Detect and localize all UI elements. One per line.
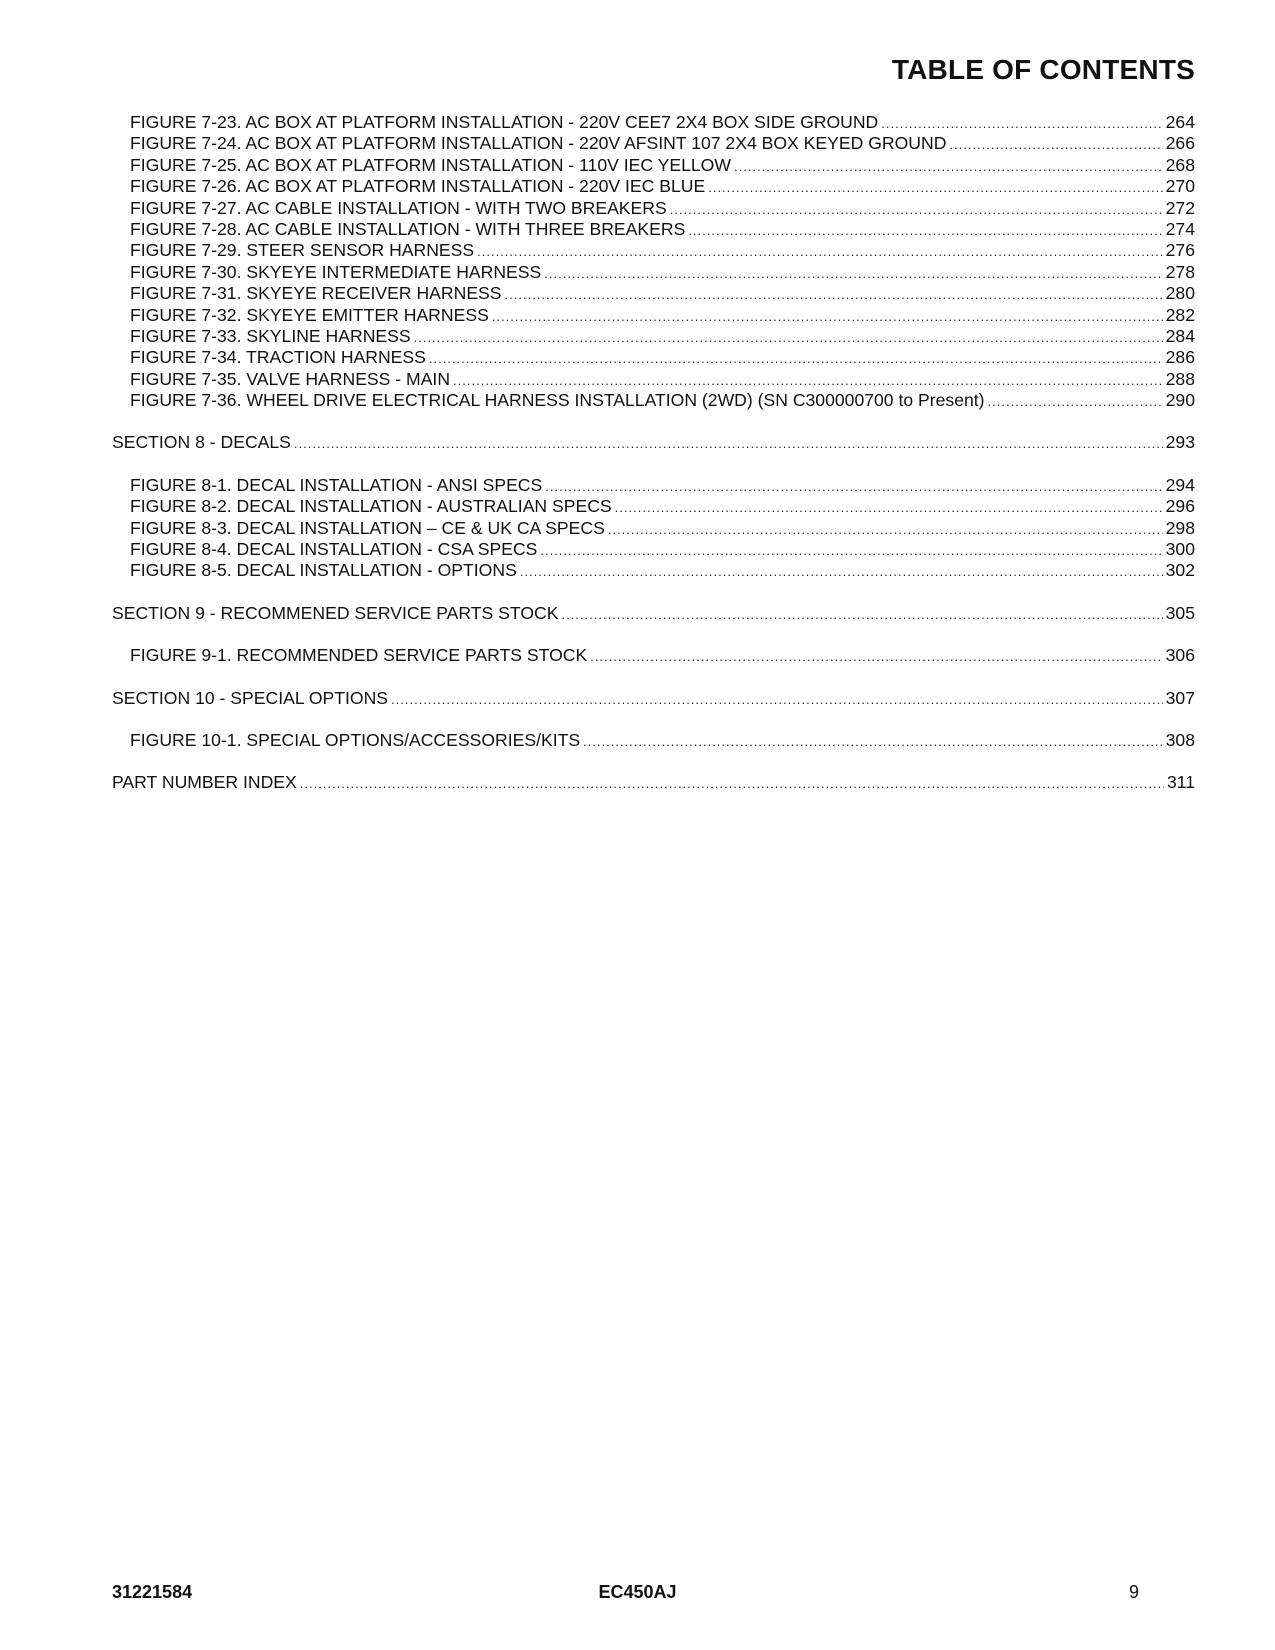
toc-entry[interactable]: [112, 347, 1195, 368]
dot-leader: [544, 263, 1162, 284]
toc-entry-label: SECTION 9 - RECOMMENED SERVICE PARTS STOCK: [112, 602, 559, 623]
toc-section-entry[interactable]: [112, 772, 1195, 793]
toc-entry[interactable]: [112, 539, 1195, 560]
dot-leader: [615, 497, 1163, 518]
toc-entry-page: 270: [1165, 176, 1195, 197]
model-name: EC450AJ: [598, 1582, 677, 1602]
dot-leader: [670, 199, 1163, 220]
toc-entry-page: 305: [1165, 602, 1195, 623]
toc-entry-label: FIGURE 7-28. AC CABLE INSTALLATION - WITH THREE BREAKERS: [130, 218, 686, 239]
toc-entry-label: SECTION 8 - DECALS: [112, 432, 291, 453]
toc-entry-label: FIGURE 7-27. AC CABLE INSTALLATION - WITH TWO BREAKERS: [130, 197, 667, 218]
document-number: 31221584: [112, 1582, 193, 1602]
toc-entry-label: FIGURE 8-4. DECAL INSTALLATION - CSA SPECS: [130, 539, 538, 560]
dot-leader: [477, 241, 1163, 262]
toc-entry[interactable]: [112, 112, 1195, 133]
toc-entry-label: FIGURE 7-35. VALVE HARNESS - MAIN: [130, 368, 451, 389]
table-of-contents: [112, 112, 1195, 794]
dot-leader: [734, 156, 1163, 177]
dot-leader: [300, 773, 1164, 794]
toc-entry[interactable]: [112, 219, 1195, 240]
toc-entry[interactable]: [112, 133, 1195, 154]
dot-leader: [608, 519, 1163, 540]
toc-entry[interactable]: [112, 369, 1195, 390]
dot-leader: [949, 134, 1162, 155]
toc-entry-page: 293: [1165, 432, 1195, 453]
toc-entry[interactable]: [112, 283, 1195, 304]
toc-entry-label: FIGURE 7-25. AC BOX AT PLATFORM INSTALLATION - 110V IEC YELLOW: [130, 154, 731, 175]
toc-entry[interactable]: [112, 560, 1195, 581]
toc-entry[interactable]: [112, 176, 1195, 197]
toc-entry-label: FIGURE 7-23. AC BOX AT PLATFORM INSTALLATION - 220V CEE7 2X4 BOX SIDE GROUND: [130, 112, 879, 132]
toc-entry-label: FIGURE 7-36. WHEEL DRIVE ELECTRICAL HARNESS INSTALLATION (2WD) (SN C300000700 to Present): [130, 390, 985, 411]
toc-entry-page: 311: [1166, 772, 1195, 793]
toc-entry-page: 296: [1165, 496, 1195, 517]
toc-entry-label: FIGURE 7-31. SKYEYE RECEIVER HARNESS: [130, 283, 502, 304]
toc-entry[interactable]: [112, 645, 1195, 666]
toc-entry-page: 278: [1165, 261, 1195, 282]
toc-entry[interactable]: [112, 496, 1195, 517]
toc-entry-label: FIGURE 7-33. SKYLINE HARNESS: [130, 325, 411, 346]
toc-entry-label: SECTION 10 - SPECIAL OPTIONS: [112, 687, 389, 708]
toc-entry[interactable]: [112, 475, 1195, 496]
toc-entry-label: FIGURE 8-1. DECAL INSTALLATION - ANSI SPECS: [130, 474, 543, 495]
toc-entry-page: 307: [1165, 687, 1195, 708]
toc-entry-label: FIGURE 7-30. SKYEYE INTERMEDIATE HARNESS: [130, 261, 542, 282]
toc-entry-page: 284: [1165, 325, 1195, 346]
toc-entry-page: 272: [1165, 197, 1195, 218]
dot-leader: [520, 561, 1163, 582]
dot-leader: [881, 113, 1162, 134]
toc-entry-label: FIGURE 7-24. AC BOX AT PLATFORM INSTALLATION - 220V AFSINT 107 2X4 BOX KEYED GROUND: [130, 133, 947, 154]
toc-entry[interactable]: [112, 518, 1195, 539]
toc-entry-label: FIGURE 9-1. RECOMMENDED SERVICE PARTS STOCK: [130, 645, 588, 666]
toc-entry-page: 280: [1165, 283, 1195, 304]
toc-section-entry[interactable]: [112, 432, 1195, 453]
dot-leader: [414, 327, 1163, 348]
toc-entry-page: 290: [1165, 390, 1195, 411]
dot-leader: [688, 220, 1162, 241]
toc-entry-page: 276: [1165, 240, 1195, 261]
toc-entry-label: FIGURE 7-26. AC BOX AT PLATFORM INSTALLATION - 220V IEC BLUE: [130, 176, 706, 197]
page-title: TABLE OF CONTENTS: [891, 54, 1195, 85]
dot-leader: [583, 731, 1163, 752]
toc-entry-page: 294: [1165, 474, 1195, 495]
toc-entry[interactable]: [112, 198, 1195, 219]
toc-entry[interactable]: [112, 326, 1195, 347]
toc-entry-label: FIGURE 7-34. TRACTION HARNESS: [130, 347, 426, 368]
dot-leader: [429, 348, 1163, 369]
toc-entry-page: 268: [1165, 154, 1195, 175]
dot-leader: [492, 306, 1163, 327]
toc-entry-label: FIGURE 8-3. DECAL INSTALLATION – CE & UK CA SPECS: [130, 517, 605, 538]
toc-entry-page: 266: [1165, 133, 1195, 154]
page-number: 9: [1128, 1582, 1139, 1602]
toc-entry[interactable]: [112, 730, 1195, 751]
toc-entry-page: 264: [1165, 112, 1195, 132]
dot-leader: [545, 476, 1162, 497]
dot-leader: [453, 370, 1163, 391]
toc-entry-page: 300: [1165, 539, 1195, 560]
toc-entry-page: 302: [1165, 560, 1195, 581]
toc-entry-label: FIGURE 10-1. SPECIAL OPTIONS/ACCESSORIES/KITS: [130, 729, 581, 750]
dot-leader: [561, 604, 1162, 625]
toc-entry-page: 282: [1165, 304, 1195, 325]
toc-section-entry[interactable]: [112, 688, 1195, 709]
toc-entry-label: PART NUMBER INDEX: [112, 772, 297, 793]
toc-entry[interactable]: [112, 262, 1195, 283]
toc-entry-page: 298: [1165, 517, 1195, 538]
toc-entry-label: FIGURE 7-32. SKYEYE EMITTER HARNESS: [130, 304, 489, 325]
toc-entry-page: 288: [1165, 368, 1195, 389]
toc-entry-page: 308: [1165, 729, 1195, 750]
toc-entry-page: 306: [1165, 645, 1195, 666]
dot-leader: [590, 646, 1162, 667]
toc-entry-label: FIGURE 8-2. DECAL INSTALLATION - AUSTRALIAN SPECS: [130, 496, 612, 517]
toc-entry-page: 274: [1165, 218, 1195, 239]
dot-leader: [988, 391, 1163, 412]
toc-entry[interactable]: [112, 155, 1195, 176]
dot-leader: [540, 540, 1162, 561]
toc-entry-page: 286: [1165, 347, 1195, 368]
dot-leader: [505, 284, 1163, 305]
dot-leader: [294, 433, 1163, 454]
dot-leader: [391, 689, 1163, 710]
toc-entry[interactable]: [112, 240, 1195, 261]
dot-leader: [708, 177, 1162, 198]
toc-section-entry[interactable]: [112, 603, 1195, 624]
toc-entry[interactable]: [112, 305, 1195, 326]
toc-entry-label: FIGURE 8-5. DECAL INSTALLATION - OPTIONS: [130, 560, 517, 581]
toc-entry[interactable]: [112, 390, 1195, 411]
toc-entry-label: FIGURE 7-29. STEER SENSOR HARNESS: [130, 240, 475, 261]
